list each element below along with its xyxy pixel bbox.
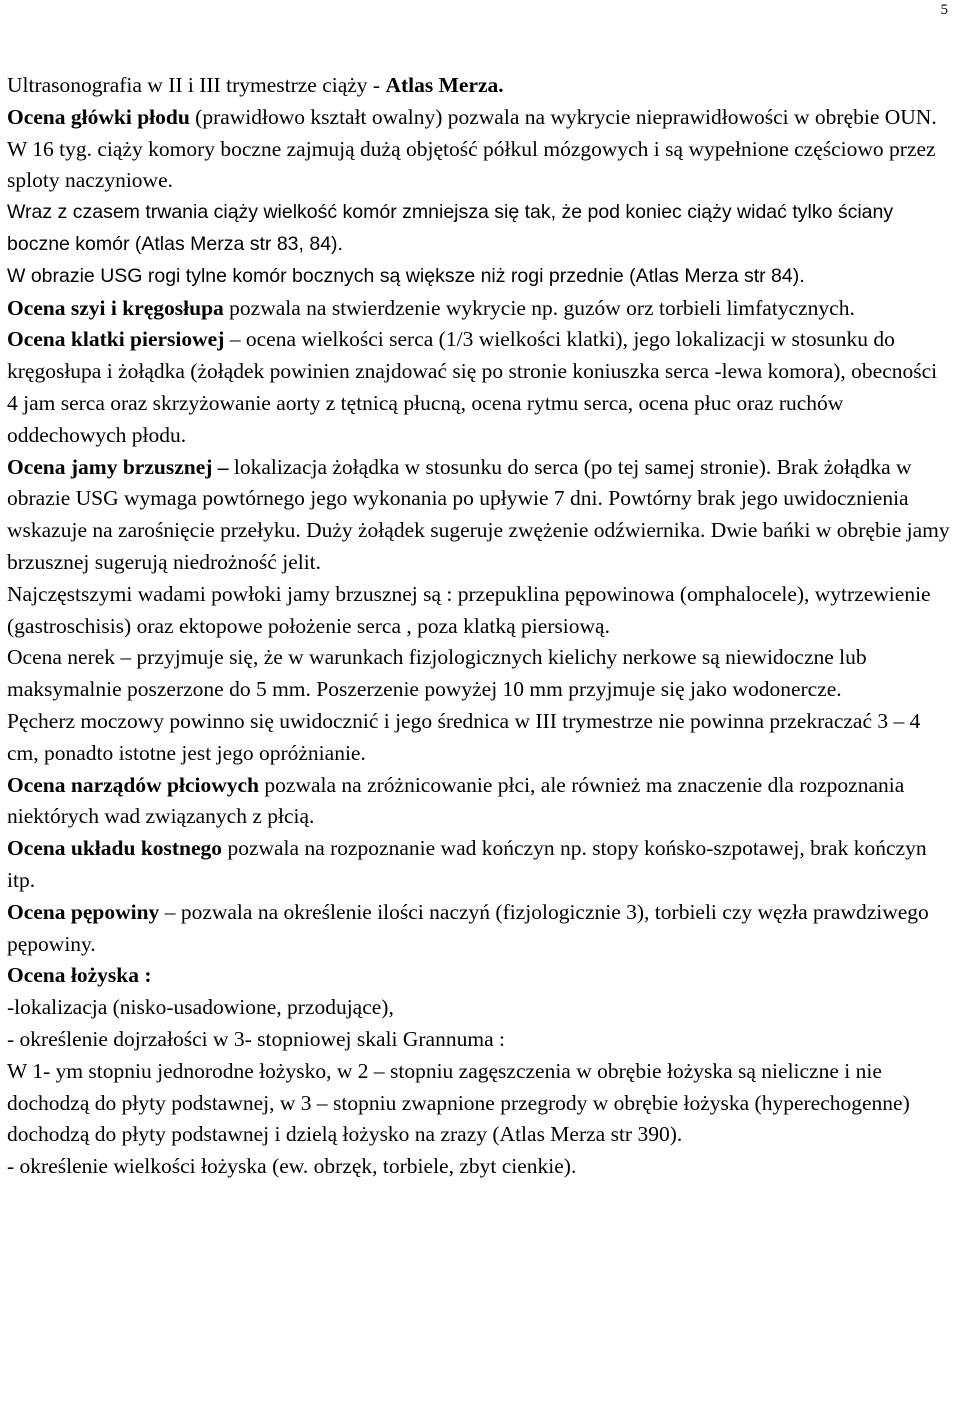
skeleton-text: pozwala na rozpoznanie wad kończyn np. stopy końsko-szpotawej, brak kończyn itp. — [7, 836, 927, 892]
paragraph-genitals — [7, 770, 953, 834]
genitals-text: pozwala na zróżnicowanie płci, ale również ma znaczenie dla rozpoznania niektórych wad związanych z płcią. — [7, 772, 905, 829]
paragraph-kidneys: Ocena nerek – przyjmuje się, że w warunkach fizjologicznych kielichy nerkowe są niewidoczne lub maksymalnie poszerzone do 5 mm. Poszerzenie powyżej 10 mm przyjmuje się jako wodonercze. — [7, 645, 867, 702]
abdomen-text: lokalizacja żołądka w stosunku do serca (po tej samej stronie). Brak żołądka w obrazie USG wymaga powtórnego jego wykonania po upływie 7 dni. Powtórny brak jego uwidocznienia wskazuje na zarośnięcie przełyku. Duży żołądek sugeruje zwężenie odźwiernika. Dwie bańki w obrębie jamy brzusznej sugerują niedrożność jelit. — [7, 454, 950, 574]
paragraph-placenta-heading — [7, 960, 953, 992]
head-text: (prawidłowo kształt owalny) pozwala na wykrycie nieprawidłowości w obrębie OUN. W 16 tyg. ciąży komory boczne zajmują dużą objętość półkul mózgowych i są wypełnione częściowo przez sploty naczyniowe. — [7, 104, 937, 193]
page-number: 5 — [940, 2, 948, 18]
list-item-localization: -lokalizacja (nisko-usadowione, przodujące), — [7, 995, 394, 1020]
paragraph-bladder: Pęcherz moczowy powinno się uwidocznić i jego średnica w III trymestrze nie powinna przekraczać 3 – 4 cm, ponadto istotne jest jego opróżnianie. — [7, 708, 921, 765]
paragraph-grannum-grades: W 1- ym stopniu jednorodne łożysko, w 2 – stopniu zagęszczenia w obrębie łożyska są nieliczne i nie dochodzą do płyty podstawnej, w 3 – stopniu zwapnione przegrody w obrębie łożyska (hyperechogenne) dochodzą do płyty podstawnej i dzielą łożysko na zrazy (Atlas Merza str 390). — [7, 1058, 910, 1147]
paragraph-abdomen — [7, 452, 953, 579]
paragraph-umbilical-cord — [7, 897, 953, 961]
list-item-maturity: - określenie dojrzałości w 3- stopniowej skali Grannuma : — [7, 1026, 505, 1051]
chest-text: – ocena wielkości serca (1/3 wielkości klatki), jego lokalizacji w stosunku do kręgosłupa i żołądka (żołądek powinien znajdować się po stronie koniuszka serca -lewa komora), obecności 4 jam serca oraz skrzyżowanie aorty z tętnicą płucną, ocena rytmu serca, ocena płuc oraz ruchów oddechowych płodu. — [7, 327, 938, 447]
heading-genitals: Ocena narządów płciowych — [7, 772, 260, 797]
intro-atlas: Atlas Merza. — [385, 73, 504, 97]
heading-skeleton: Ocena układu kostnego — [7, 836, 223, 861]
paragraph-head-assessment — [7, 102, 953, 197]
paragraph-usg-horns: W obrazie USG rogi tylne komór bocznych są większe niż rogi przednie (Atlas Merza str 84). — [7, 264, 805, 287]
paragraph-chest — [7, 324, 953, 451]
paragraph-ventricles: Wraz z czasem trwania ciąży wielkość komór zmniejsza się tak, że pod koniec ciąży widać tylko ściany boczne komór (Atlas Merza str 83, 84). — [7, 201, 894, 255]
paragraph-intro — [7, 70, 953, 102]
neck-spine-text: pozwala na stwierdzenie wykrycie np. guzów orz torbieli limfatycznych. — [223, 295, 855, 320]
heading-umbilical-cord: Ocena pępowiny — [7, 899, 160, 924]
paragraph-abdominal-wall: Najczęstszymi wadami powłoki jamy brzusznej są : przepuklina pępowinowa (omphalocele), wytrzewienie (gastroschisis) oraz ektopowe położenie serca , poza klatką piersiową. — [7, 581, 931, 638]
heading-chest: Ocena klatki piersiowej — [7, 327, 225, 352]
paragraph-skeleton — [7, 833, 953, 897]
umbilical-cord-text: – pozwala na określenie ilości naczyń (fizjologicznie 3), torbieli czy węzła prawdziwego pępowiny. — [7, 899, 929, 956]
intro-text: Ultrasonografia w II i III trymestrze ciąży - — [7, 73, 386, 97]
list-item-size: - określenie wielkości łożyska (ew. obrzęk, torbiele, zbyt cienkie). — [7, 1154, 577, 1179]
document-body — [7, 70, 953, 1183]
heading-head: Ocena główki płodu — [7, 104, 190, 129]
heading-placenta: Ocena łożyska : — [7, 963, 152, 988]
paragraph-neck-spine — [7, 293, 953, 325]
heading-abdomen: Ocena jamy brzusznej – — [7, 454, 229, 479]
heading-neck-spine: Ocena szyi i kręgosłupa — [7, 295, 224, 320]
